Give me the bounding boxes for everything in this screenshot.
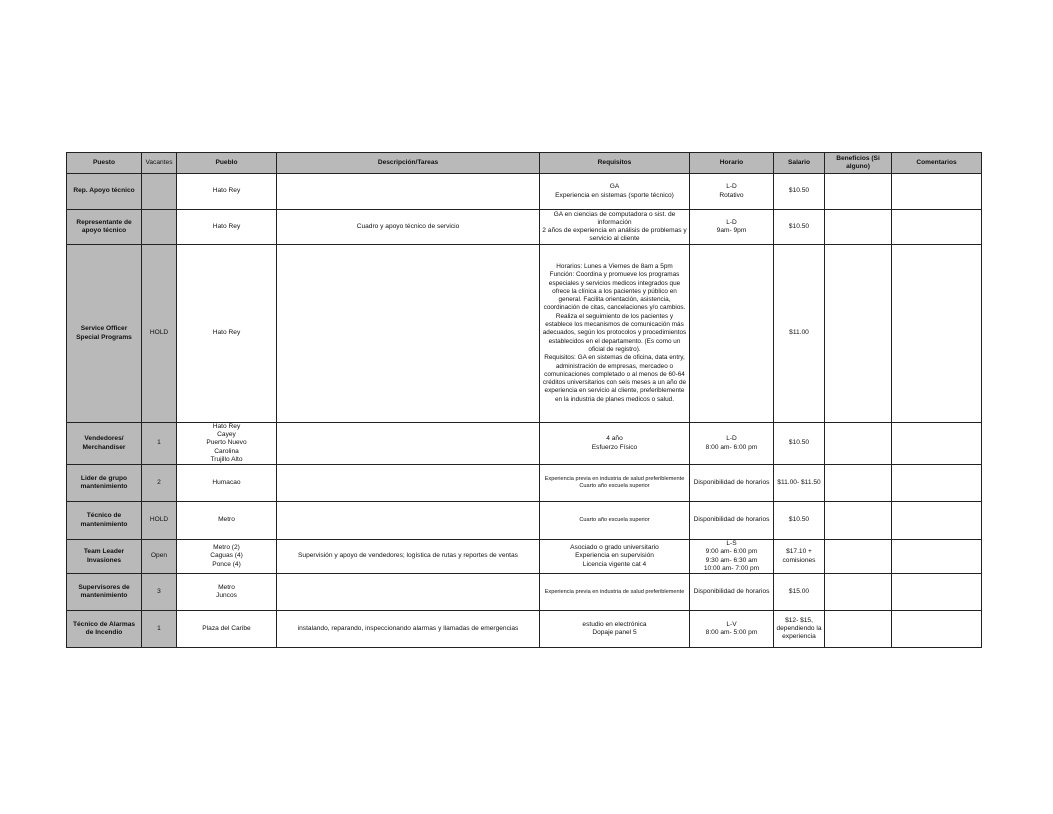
cell-requisitos: 4 año Esfuerzo Físico (540, 423, 690, 465)
cell-puesto: Supervisores de mantenimiento (67, 574, 142, 611)
header-vacantes: Vacantes (142, 153, 177, 174)
cell-puesto: Vendedores/ Merchandiser (67, 423, 142, 465)
cell-beneficios (825, 540, 892, 574)
cell-puesto: Team Leader Invasiones (67, 540, 142, 574)
cell-requisitos: Experiencia previa en industria de salud preferiblemente Cuarto año escuela superior (540, 465, 690, 502)
cell-horario (690, 245, 774, 423)
table-row (67, 465, 982, 502)
cell-horario: L-S 9:00 am- 6:00 pm 9:30 am- 6:30 am 10:00 am- 7:00 pm (690, 540, 774, 574)
cell-beneficios (825, 611, 892, 648)
cell-comentarios (892, 465, 982, 502)
cell-beneficios (825, 465, 892, 502)
cell-pueblo: Metro (177, 502, 277, 540)
cell-pueblo: Metro Juncos (177, 574, 277, 611)
cell-salario: $11.00- $11.50 (774, 465, 825, 502)
cell-beneficios (825, 502, 892, 540)
cell-requisitos: Experiencia previa en industria de salud preferiblemente (540, 574, 690, 611)
cell-puesto: Representante de apoyo técnico (67, 210, 142, 245)
table-row (67, 611, 982, 648)
cell-comentarios (892, 174, 982, 210)
cell-salario: $15.00 (774, 574, 825, 611)
table-row (67, 540, 982, 574)
cell-beneficios (825, 210, 892, 245)
cell-vacantes: 1 (142, 423, 177, 465)
header-salario: Salario (774, 153, 825, 174)
cell-descripcion: Cuadro y apoyo técnico de servicio (277, 210, 540, 245)
cell-horario: L-D 8:00 am- 6:00 pm (690, 423, 774, 465)
cell-puesto: Lider de grupo mantenimiento (67, 465, 142, 502)
cell-pueblo: Hato Rey (177, 245, 277, 423)
header-comentarios: Comentarios (892, 153, 982, 174)
cell-comentarios (892, 574, 982, 611)
cell-requisitos: Cuarto año escuela superior (540, 502, 690, 540)
cell-horario: L-D 9am- 9pm (690, 210, 774, 245)
cell-beneficios (825, 574, 892, 611)
cell-requisitos: Horarios: Lunes a Viernes de 8am a 5pm Función: Coordina y promueve los programas especiales y servicios medicos integrados que ofrece la clínica a los pacientes y público en general. Facilita orientación, asistencia, coordinación de citas, cancelaciones y/o cambios. Realiza el seguimiento de los pacientes y establece los mecanismos de comunicación más adecuados, según los protocolos y procedimientos establecidos en el departamento. (Es como un oficial de registro). Requisitos: GA en sistemas de oficina, data entry, administración de empresas, mercadeo o comunicaciones completado o al menos de 60-64 créditos universitarios con seis meses a un año de experiencia en servicio al cliente, preferiblemente en la industria de planes medicos o salud. (540, 245, 690, 423)
cell-horario: Disponibilidad de horarios (690, 465, 774, 502)
cell-descripcion (277, 423, 540, 465)
cell-vacantes: 2 (142, 465, 177, 502)
cell-puesto: Service Officer Special Programs (67, 245, 142, 423)
cell-salario: $10.50 (774, 210, 825, 245)
table-row (67, 574, 982, 611)
table-row (67, 210, 982, 245)
header-puesto: Puesto (67, 153, 142, 174)
cell-descripcion (277, 502, 540, 540)
cell-pueblo: Hato Rey Cayey Puerto Nuevo Carolina Trujillo Alto (177, 423, 277, 465)
cell-horario: Disponibilidad de horarios (690, 502, 774, 540)
cell-descripcion (277, 174, 540, 210)
table-row (67, 245, 982, 423)
header-requisitos: Requisitos (540, 153, 690, 174)
cell-salario: $11.00 (774, 245, 825, 423)
cell-puesto: Técnico de Alarmas de Incendio (67, 611, 142, 648)
header-beneficios: Beneficios (Si alguno) (825, 153, 892, 174)
cell-requisitos: GA en ciencias de computadora o sist. de información 2 años de experiencia en análisis de problemas y servicio al cliente (540, 210, 690, 245)
cell-vacantes: Open (142, 540, 177, 574)
cell-comentarios (892, 540, 982, 574)
cell-puesto: Rep. Apoyo técnico (67, 174, 142, 210)
cell-comentarios (892, 502, 982, 540)
cell-comentarios (892, 245, 982, 423)
cell-salario: $17.10 + comisiones (774, 540, 825, 574)
cell-vacantes: HOLD (142, 502, 177, 540)
cell-descripcion: Supervisión y apoyo de vendedores; logística de rutas y reportes de ventas (277, 540, 540, 574)
cell-pueblo: Humacao (177, 465, 277, 502)
cell-vacantes: HOLD (142, 245, 177, 423)
cell-salario: $10.50 (774, 502, 825, 540)
header-horario: Horario (690, 153, 774, 174)
cell-pueblo: Hato Rey (177, 174, 277, 210)
cell-horario: L-D Rotativo (690, 174, 774, 210)
table-row (67, 502, 982, 540)
cell-comentarios (892, 210, 982, 245)
cell-requisitos: Asociado o grado universitario Experiencia en supervisión Licencia vigente cat 4 (540, 540, 690, 574)
cell-beneficios (825, 423, 892, 465)
jobs-table (66, 152, 982, 648)
cell-salario: $12- $15, dependiendo la experiencia (774, 611, 825, 648)
cell-vacantes: 1 (142, 611, 177, 648)
cell-beneficios (825, 245, 892, 423)
cell-salario: $10.50 (774, 174, 825, 210)
header-descripcion: Descripción/Tareas (277, 153, 540, 174)
cell-descripcion (277, 245, 540, 423)
cell-descripcion: instalando, reparando, inspeccionando alarmas y llamadas de emergencias (277, 611, 540, 648)
cell-puesto: Técnico de mantenimiento (67, 502, 142, 540)
header-pueblo: Pueblo (177, 153, 277, 174)
cell-pueblo: Metro (2) Caguas (4) Ponce (4) (177, 540, 277, 574)
cell-beneficios (825, 174, 892, 210)
table-row (67, 423, 982, 465)
cell-horario: Disponibilidad de horarios (690, 574, 774, 611)
cell-pueblo: Plaza del Caribe (177, 611, 277, 648)
cell-descripcion (277, 574, 540, 611)
cell-salario: $10.50 (774, 423, 825, 465)
header-row (67, 153, 982, 174)
cell-requisitos: GA Experiencia en sistemas (sporte técnico) (540, 174, 690, 210)
cell-comentarios (892, 611, 982, 648)
cell-requisitos: estudio en electrónica Dopaje panel 5 (540, 611, 690, 648)
cell-horario: L-V 8:00 am- 5:00 pm (690, 611, 774, 648)
cell-vacantes: 3 (142, 574, 177, 611)
cell-vacantes (142, 210, 177, 245)
cell-pueblo: Hato Rey (177, 210, 277, 245)
cell-descripcion (277, 465, 540, 502)
cell-comentarios (892, 423, 982, 465)
table-row (67, 174, 982, 210)
cell-vacantes (142, 174, 177, 210)
